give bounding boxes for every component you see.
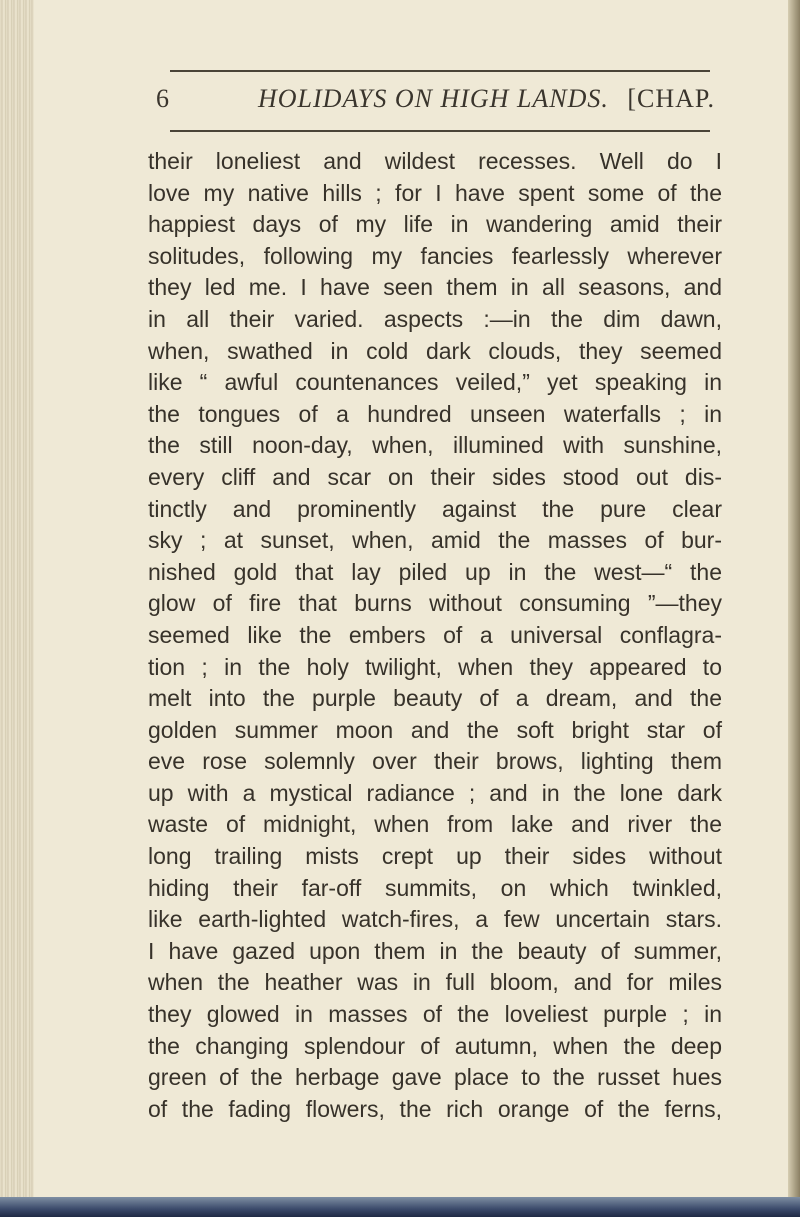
running-header	[150, 78, 715, 118]
text-line: their loneliest and wildest recesses. Well do I	[148, 148, 722, 174]
page-gutter-edge	[0, 0, 34, 1217]
text-line: every cliff and scar on their sides stood out dis-	[148, 463, 722, 490]
text-line: the tongues of a hundred unseen waterfalls ; in	[148, 400, 722, 427]
text-line: waste of midnight, when from lake and river the	[148, 811, 722, 838]
text-line: like earth-lighted watch-fires, a few uncertain stars.	[148, 906, 722, 933]
text-line: tinctly and prominently against the pure clear	[148, 495, 722, 522]
text-line: glow of fire that burns without consuming ”—they	[148, 590, 722, 617]
page-right-edge	[788, 0, 800, 1217]
chapter-marker: [CHAP.	[627, 84, 715, 113]
text-line: when, swathed in cold dark clouds, they seemed	[148, 337, 722, 364]
text-line: like “ awful countenances veiled,” yet speaking in	[148, 369, 722, 396]
text-line: tion ; in the holy twilight, when they appeared to	[148, 653, 722, 680]
text-line: love my native hills ; for I have spent some of the	[148, 179, 722, 206]
text-line: long trailing mists crept up their sides without	[148, 843, 722, 870]
text-line: when the heather was in full bloom, and for miles	[148, 969, 722, 996]
text-line: they glowed in masses of the loveliest purple ; in	[148, 1001, 722, 1028]
text-line: the still noon-day, when, illumined with sunshine,	[148, 432, 722, 459]
text-line: the changing splendour of autumn, when the deep	[148, 1032, 722, 1059]
text-line: of the fading flowers, the rich orange of the ferns,	[148, 1095, 722, 1122]
text-line: green of the herbage gave place to the russet hues	[148, 1064, 722, 1091]
text-line: golden summer moon and the soft bright star of	[148, 716, 722, 743]
book-cover-edge	[0, 1197, 800, 1217]
header-rule-bottom	[170, 130, 710, 132]
text-line: happiest days of my life in wandering amid their	[148, 211, 722, 238]
running-title: HOLIDAYS ON HIGH LANDS.	[258, 84, 609, 113]
page-number: 6	[156, 84, 169, 113]
text-line: I have gazed upon them in the beauty of summer,	[148, 937, 722, 964]
text-line: up with a mystical radiance ; and in the lone dark	[148, 779, 722, 806]
header-rule-top	[170, 70, 710, 72]
text-line: in all their varied. aspects :—in the dim dawn,	[148, 305, 722, 332]
body-text	[148, 146, 722, 1125]
text-line: melt into the purple beauty of a dream, and the	[148, 685, 722, 712]
text-line: they led me. I have seen them in all seasons, and	[148, 274, 722, 301]
text-line: nished gold that lay piled up in the west—“ the	[148, 558, 722, 585]
text-line: solitudes, following my fancies fearlessly wherever	[148, 242, 722, 269]
text-line: sky ; at sunset, when, amid the masses of bur-	[148, 527, 722, 554]
text-line: hiding their far-off summits, on which twinkled,	[148, 874, 722, 901]
text-line: eve rose solemnly over their brows, lighting them	[148, 748, 722, 775]
text-line: seemed like the embers of a universal conflagra-	[148, 621, 722, 648]
